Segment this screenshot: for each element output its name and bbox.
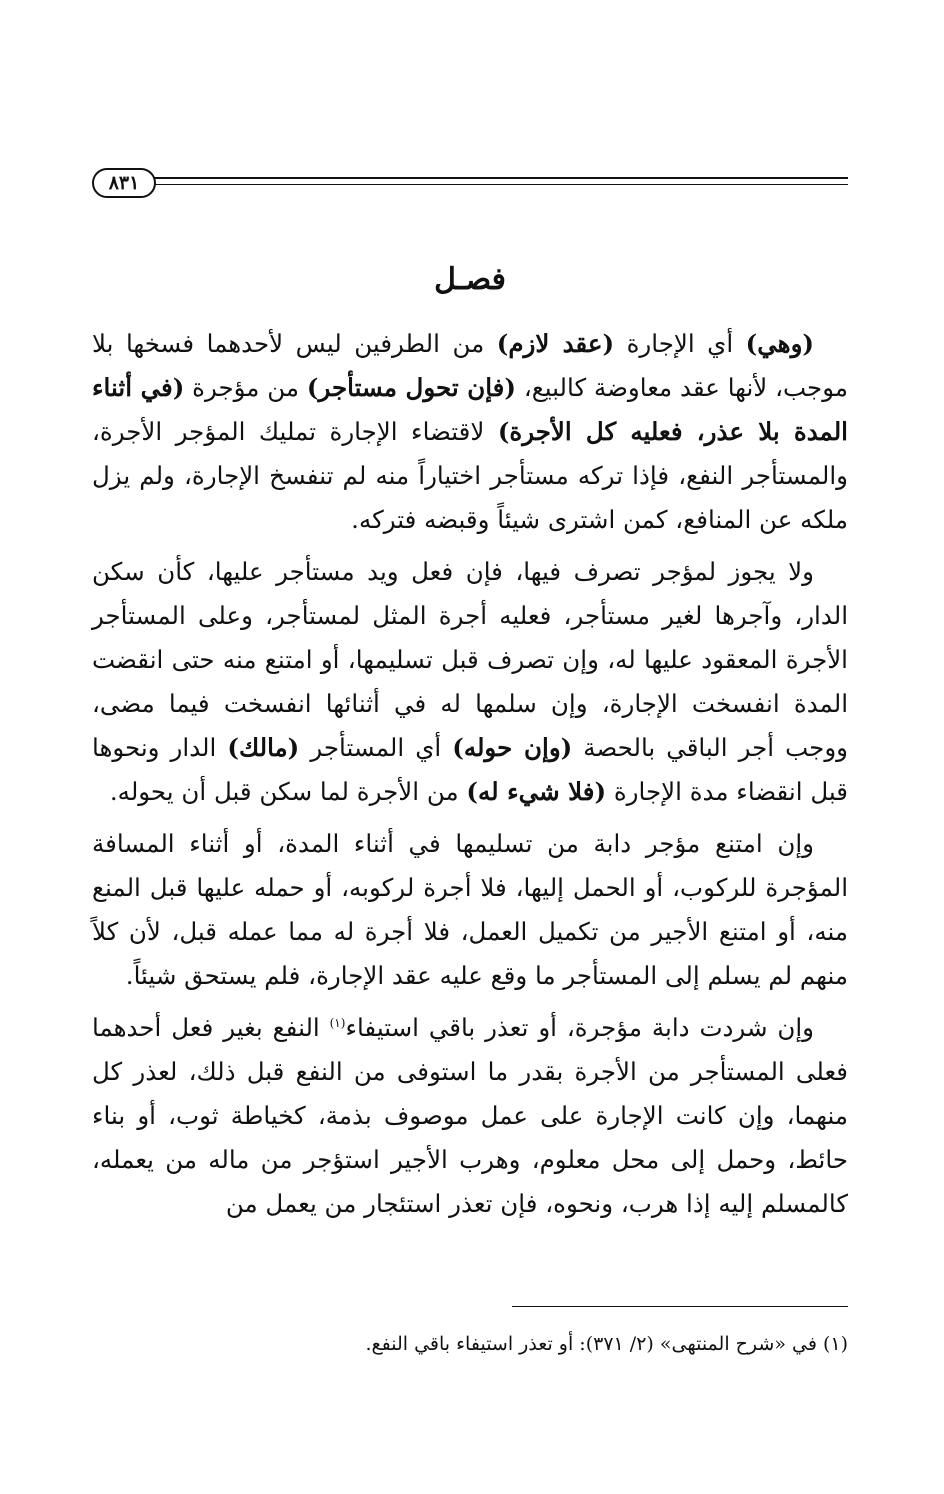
footnote-rule <box>512 1306 848 1307</box>
bold-term: (وإن حوله) <box>452 733 573 762</box>
page-header <box>92 160 848 204</box>
paragraph <box>92 1006 848 1226</box>
text-run: من الطرفين ليس لأحدهما فسخها بلا موجب، لأنها عقد معاوضة كالبيع، <box>92 329 848 402</box>
bold-term: (فلا شيء له) <box>466 777 607 806</box>
bold-term: (عقد لازم) <box>496 329 615 358</box>
bold-term: (وهي) <box>745 329 815 358</box>
text-run: لاقتضاء الإجارة تمليك المؤجر الأجرة، والمستأجر النفع، فإذا تركه مستأجر اختياراً منه لم تنفسخ الإجارة، ولم يزل ملكه عن المنافع، كمن اشترى شيئاً وقبضه فتركه. <box>92 417 848 534</box>
section-title: فصـل <box>434 262 506 297</box>
text-run: النفع بغير فعل أحدهما فعلى المستأجر من الأجرة بقدر ما استوفى من النفع قبل ذلك، لعذر كل منهما، وإن كانت الإجارة على عمل موصوف بذمة، كخياطة ثوب، أو بناء حائط، وحمل إلى محل معلوم، وهرب الأجير استؤجر من ماله من يعمله، كالمسلم إليه إذا هرب، ونحوه، فإن تعذر استئجار من يعمل من <box>92 1013 848 1218</box>
text-run: من مؤجرة <box>184 373 307 402</box>
header-rule <box>154 177 848 179</box>
bold-term: (فإن تحول مستأجر) <box>306 373 516 402</box>
text-run: أي الإجارة <box>614 329 746 358</box>
bold-term: (في أثناء المدة بلا عذر، فعليه كل الأجرة) <box>92 373 848 446</box>
footnote: (١) في «شرح المنتهى» (٢/ ٣٧١): أو تعذر استيفاء باقي النفع. <box>365 1333 848 1355</box>
footnote-marker: (١) <box>329 1015 346 1030</box>
text-run: ولا يجوز لمؤجر تصرف فيها، فإن فعل ويد مستأجر عليها، كأن سكن الدار، وآجرها لغير مستأجر، فعليه أجرة المثل لمستأجر، وعلى المستأجر الأجرة المعقود عليها له، وإن تصرف قبل تسليمها، أو امتنع منه حتى انقضت المدة انفسخت الإجارة، وإن سلمها له في أثنائها انفسخت فيما مضى، ووجب أجر الباقي بالحصة <box>92 557 848 762</box>
paragraph <box>92 550 848 814</box>
text-run: وإن شردت دابة مؤجرة، أو تعذر باقي استيفاء <box>345 1013 814 1042</box>
text-run: الدار ونحوها قبل انقضاء مدة الإجارة <box>92 733 848 806</box>
paragraph <box>92 822 848 998</box>
text-run: من الأجرة لما سكن قبل أن يحوله. <box>109 777 467 806</box>
text-run: وإن امتنع مؤجر دابة من تسليمها في أثناء المدة، أو أثناء المسافة المؤجرة للركوب، أو الحمل إليها، فلا أجرة لركوبه، أو حمله عليها قبل المنع منه، أو امتنع الأجير من تكميل العمل، فلا أجرة له مما عمله قبل، لأن كلاً منهم لم يسلم إلى المستأجر ما وقع عليه عقد الإجارة، فلم يستحق شيئاً. <box>92 829 848 990</box>
text-run: أي المستأجر <box>299 733 453 762</box>
bold-term: (مالك) <box>227 733 300 762</box>
body-text <box>92 322 848 1234</box>
page-number: ٨٣١ <box>92 168 156 198</box>
paragraph <box>92 322 848 542</box>
header-rule-secondary <box>154 184 848 185</box>
